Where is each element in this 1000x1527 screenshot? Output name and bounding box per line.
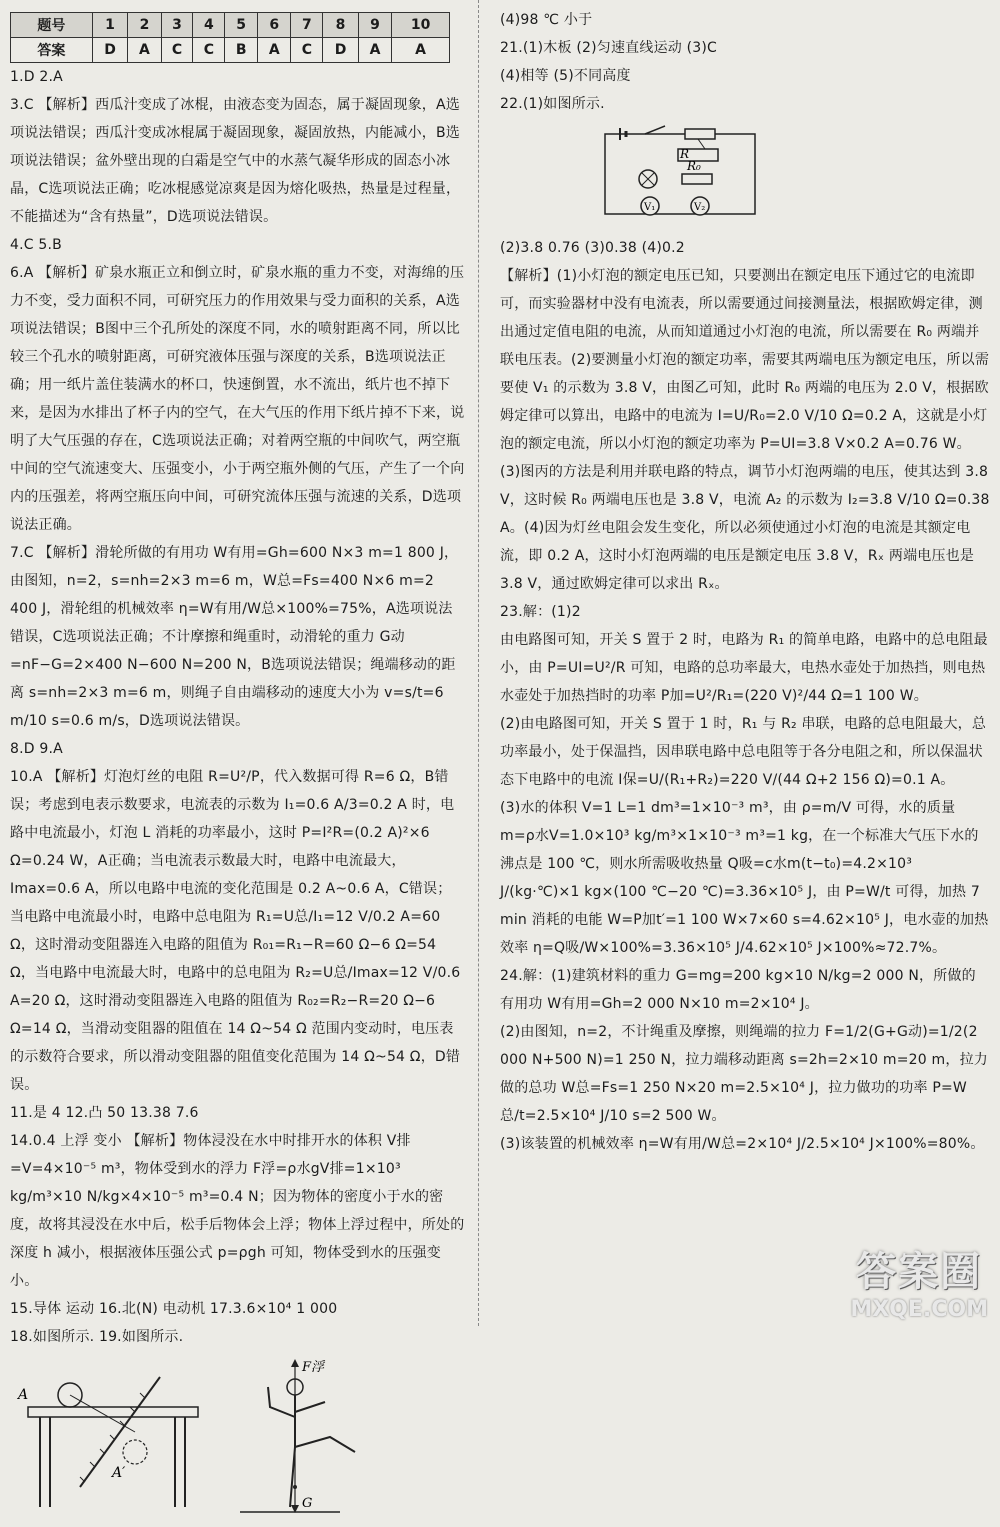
table-cell: 7 [291,13,323,38]
answer-paragraph: 由电路图可知，开关 S 置于 2 时，电路为 R₁ 的简单电路，电路中的总电阻最小，由 P=UI=U²/R 可知，电路的总功率最大，电热水壶处于加热挡，则电热水壶处于加热挡时的功率 P加=U²/R₁=(220 V)²/44 Ω=1 100 W。 [500,632,988,704]
table-cell: D [323,38,359,63]
table-cell: A [128,38,161,63]
left-column [10,0,465,1527]
circuit-label: V₁ [644,202,656,213]
table-cell: 2 [128,13,161,38]
answer-line: 22.(1)如图所示. [500,96,605,112]
answer-paragraph: (3)水的体积 V=1 L=1 dm³=1×10⁻³ m³，由 ρ=m/V 可得，水的质量 m=ρ水V=1.0×10³ kg/m³×1×10⁻³ m³=1 kg，在一个标准大气压下水的沸点是 100 ℃，则水所需吸收热量 Q吸=c水m(t−t₀)=4.2×10³ J/(kg·℃)×1 kg×(100 ℃−20 ℃)=3.36×10⁵ J，由 P=W/t 可得，加热 7 min 消耗的电能 W=P加t′=1 100 W×7×60 s=4.62×10⁵ J，电水壶的加热效率 η=Q吸/W×100%=3.36×10⁵ J/4.62×10⁵ J×100%≈72.7%。 [500,800,989,956]
table-cell: C [193,38,225,63]
table-cell: 1 [92,13,128,38]
answer-line: 8.D 9.A [10,741,63,757]
table-cell: 3 [161,13,193,38]
figure-19 [240,1359,355,1513]
figure-label: G [302,1496,313,1511]
circuit-svg [500,124,800,224]
table-cell: C [161,38,193,63]
table-cell: A [258,38,291,63]
table-cell: 10 [392,13,450,38]
figure-label: A′ [112,1465,126,1481]
answer-line: 11.是 4 12.凸 50 13.38 7.6 [10,1105,199,1121]
column-divider [478,0,479,1326]
answer-line: (4)98 ℃ 小于 [500,12,593,28]
table-cell: A [392,38,450,63]
answer-paragraph: 【解析】(1)小灯泡的额定电压已知，只要测出在额定电压下通过它的电流即可，而实验器材中没有电流表，所以需要通过间接测量法，根据欧姆定律，测出通过定值电阻的电流，从而知道通过小灯泡的电流，所以需要在 R₀ 两端并联电压表。(2)要测量小灯泡的额定功率，需要其两端电压为额定电压，所以需要使 V₁ 的示数为 3.8 V，由图乙可知，此时 R₀ 两端的电压为 2.0 V，根据欧姆定律可以算出，电路中的电流为 I=U/R₀=2.0 V/10 Ω=0.2 A，这就是小灯泡的额定电流，所以小灯泡的额定功率为 P=UI=3.8 V×0.2 A=0.76 W。(3)图丙的方法是利用并联电路的特点，调节小灯泡两端的电压，使其达到 3.8 V，这时候 R₀ 两端电压也是 3.8 V，电流 A₂ 的示数为 I₂=3.8 V/10 Ω=0.38 A。(4)因为灯丝电阻会发生变化，所以必须使通过小灯泡的电流是其额定电流，即 0.2 A，这时小灯泡两端的电压是额定电压 3.8 V，Rₓ 两端电压也是 3.8 V，通过欧姆定律可以求出 Rₓ。 [500,268,990,592]
figure-label: F浮 [302,1360,325,1375]
circuit-label: R₀ [687,159,701,173]
figure-label: A [18,1387,29,1403]
answer-paragraph: 10.A 【解析】灯泡灯丝的电阻 R=U²/P，代入数据可得 R=6 Ω，B错误；考虑到电表示数要求，电流表的示数为 I₁=0.6 A/3=0.2 A 时，电路中电流最小，灯泡 L 消耗的功率最小，这时 P=I²R=(0.2 A)²×6 Ω=0.24 W，A正确；当电流表示数最大时，电路中电流最大，Imax=0.6 A，所以电路中电流的变化范围是 0.2 A~0.6 A，C错误；当电路中电流最小时，电路中总电阻为 R₁=U总/I₁=12 V/0.2 A=60 Ω，这时滑动变阻器连入电路的阻值为 R₀₁=R₁−R=60 Ω−6 Ω=54 Ω，当电路中电流最大时，电路中的总电阻为 R₂=U总/Imax=12 V/0.6 A=20 Ω，这时滑动变阻器连入电路的阻值为 R₀₂=R₂−R=20 Ω−6 Ω=14 Ω，当滑动变阻器的阻值在 14 Ω~54 Ω 范围内变动时，电压表的示数符合要求，所以滑动变阻器的阻值变化范围为 14 Ω~54 Ω，D错误。 [10,769,461,1093]
answer-table-header [11,13,450,38]
answer-table [10,12,450,63]
answer-paragraph: 7.C 【解析】滑轮所做的有用功 W有用=Gh=600 N×3 m=1 800 J，由图知，n=2，s=nh=2×3 m=6 m，W总=Fs=400 N×6 m=2 400 J，滑轮组的机械效率 η=W有用/W总×100%=75%，A选项说法错误，C选项说法正确；不计摩擦和绳重时，动滑轮的重力 G动=nF−G=2×400 N−600 N=200 N，B选项说法错误；绳端移动的距离 s=nh=2×3 m=6 m，则绳子自由端移动的速度大小为 v=s/t=6 m/10 s=0.6 m/s，D选项说法错误。 [10,545,459,729]
table-cell: 9 [358,13,391,38]
answer-line: (3)该装置的机械效率 η=W有用/W总=2×10⁴ J/2.5×10⁴ J×100%=80%。 [500,1136,985,1152]
answer-line: (4)相等 (5)不同高度 [500,68,631,84]
table-cell: 8 [323,13,359,38]
answer-paragraph: 3.C 【解析】西瓜汁变成了冰棍，由液态变为固态，属于凝固现象，A选项说法错误；西瓜汁变成冰棍属于凝固现象，凝固放热，内能减小，B选项说法错误；盆外壁出现的白霜是空气中的水蒸气凝华形成的固态小冰晶，C选项说法正确；吃冰棍感觉凉爽是因为熔化吸热，热量是过程量，不能描述为“含有热量”，D选项说法错误。 [10,97,461,225]
table-cell: D [92,38,128,63]
answer-line: 1.D 2.A [10,69,63,85]
circuit-label: R [680,147,690,161]
table-cell: A [358,38,391,63]
table-cell: 5 [225,13,258,38]
right-column [500,0,990,1158]
answer-paragraph: (2)由电路图可知，开关 S 置于 1 时，R₁ 与 R₂ 串联，电路的总电阻最大，总功率最小，处于保温挡，因串联电路中总电阻等于各分电阻之和，所以保温状态下电路中的电流 I保=U/(R₁+R₂)=220 V/(44 Ω+2 156 Ω)=0.1 A。 [500,716,987,788]
watermark [850,1240,988,1322]
answer-paragraph: 24.解：(1)建筑材料的重力 G=mg=200 kg×10 N/kg=2 000 N，所做的有用功 W有用=Gh=2 000 N×10 m=2×10⁴ J。 [500,968,976,1012]
answer-line: 4.C 5.B [10,237,62,253]
answer-paragraph: (2)由图知，n=2，不计绳重及摩擦，则绳端的拉力 F=1/2(G+G动)=1/2(2 000 N+500 N)=1 250 N，拉力端移动距离 s=2h=2×10 m=20 m，拉力做的总功 W总=Fs=1 250 N×20 m=2.5×10⁴ J，拉力做功的功率 P=W总/t=2.5×10⁴ J/10 s=2 500 W。 [500,1024,988,1124]
watermark-logo: 答案圈 [856,1249,983,1295]
answer-paragraph: 14.0.4 上浮 变小 【解析】物体浸没在水中时排开水的体积 V排=V=4×10⁻⁵ m³，物体受到水的浮力 F浮=ρ水gV排=1×10³ kg/m³×10 N/kg×4×10⁻⁵ m³=0.4 N；因为物体的密度小于水的密度，故将其浸没在水中后，松手后物体会上浮；物体上浮过程中，所处的深度 h 减小，根据液体压强公式 p=ρgh 可知，物体受到水的压强变小。 [10,1133,465,1289]
answer-line: (2)3.8 0.76 (3)0.38 (4)0.2 [500,240,685,256]
answer-table-row [11,38,450,63]
table-cell: 6 [258,13,291,38]
table-cell: 4 [193,13,225,38]
figure-18-19-svg [10,1357,450,1517]
watermark-url: MXQE.COM [850,1297,988,1322]
figure-18 [16,1377,198,1507]
answer-line: 23.解：(1)2 [500,604,581,620]
table-cell: B [225,38,258,63]
circuit-figure [500,124,990,228]
answer-line: 18.如图所示. 19.如图所示. [10,1329,184,1345]
figures-18-19 [10,1357,465,1521]
circuit-label: V₂ [694,202,706,213]
answer-line: 21.(1)木板 (2)匀速直线运动 (3)C [500,40,718,56]
table-cell: 答案 [11,38,93,63]
table-cell: C [291,38,323,63]
answer-paragraph: 6.A 【解析】矿泉水瓶正立和倒立时，矿泉水瓶的重力不变，对海绵的压力不变，受力面积不同，可研究压力的作用效果与受力面积的关系，A选项说法错误；B图中三个孔所处的深度不同，水的喷射距离不同，所以比较三个孔水的喷射距离，可研究液体压强与深度的关系，B选项说法正确；用一纸片盖住装满水的杯口，快速倒置，水不流出，纸片也不掉下来，是因为水排出了杯子内的空气，在大气压的作用下纸片掉不下来，说明了大气压强的存在，C选项说法正确；对着两空瓶的中间吹气，两空瓶中间的空气流速变大、压强变小，小于两空瓶外侧的气压，产生了一个向内的压强差，将两空瓶压向中间，可研究流体压强与流速的关系，D选项说法正确。 [10,265,465,533]
answer-line: 15.导体 运动 16.北(N) 电动机 17.3.6×10⁴ 1 000 [10,1301,338,1317]
table-cell: 题号 [11,13,93,38]
